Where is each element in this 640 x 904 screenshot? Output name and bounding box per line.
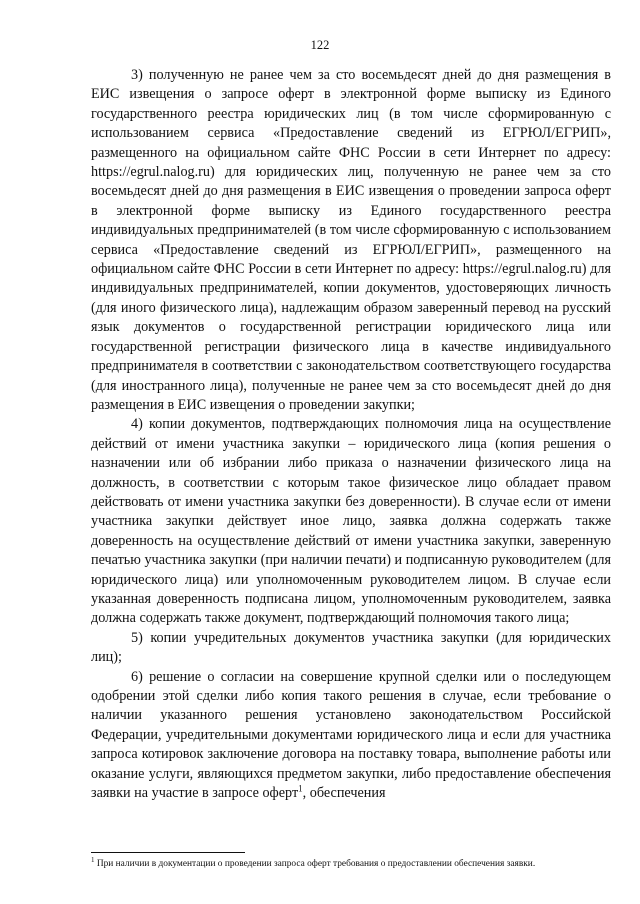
- paragraph-item-6: [91, 668, 611, 804]
- footnote-mark: 1: [91, 855, 95, 864]
- footnote: [91, 855, 621, 870]
- paragraph-item-5: 5) копии учредительных документов участника закупки (для юридических лиц);: [91, 629, 611, 666]
- footnote-text: При наличии в документации о проведении запроса оферт требования о предоставлении обеспечения заявки.: [94, 859, 536, 869]
- page-number: 122: [310, 38, 330, 52]
- paragraph-item-6-text: 6) решение о согласии на совершение крупной сделки или о последующем одобрении этой сделки либо копия такого решения в случае, если требование о наличии указанного решения установлено законодательством Российской Федерации, учредительными документами юридического лица и если для участника запроса котировок заключение договора на поставку товара, выполнение работы или оказание услуги, являющихся предметом закупки, либо предоставление обеспечения заявки на участие в запросе оферт: [91, 668, 611, 802]
- footnote-separator: [91, 852, 245, 853]
- document-body: [91, 66, 611, 803]
- paragraph-item-4: 4) копии документов, подтверждающих полномочия лица на осуществление действий от имени участника закупки – юридического лица (копия решения о назначении или об избрании либо приказа о назначении физического лица на должность, в соответствии с которым такое физическое лицо обладает правом действовать от имени участника закупки без доверенности). В случае если от имени участника закупки действует иное лицо, заявка должна содержать также доверенность на осуществление действий от имени участника закупки, заверенную печатью участника закупки (при наличии печати) и подписанную руководителем (для юридического лица) или уполномоченным руководителем лицом. В случае если указанная доверенность подписана лицом, уполномоченным руководителем, заявка должна содержать также документ, подтверждающий полномочия такого лица;: [91, 416, 611, 627]
- paragraph-item-6-tail: , обеспечения: [302, 785, 386, 802]
- footnote-reference[interactable]: 1: [298, 783, 303, 794]
- paragraph-item-3: 3) полученную не ранее чем за сто восемьдесят дней до дня размещения в ЕИС извещения о запросе оферт в электронной форме выписку из Единого государственного реестра юридических лиц (в том числе сформированную с использованием сервиса «Предоставление сведений из ЕГРЮЛ/ЕГРИП», размещенного на официальном сайте ФНС России в сети Интернет по адресу: https://egrul.nalog.ru) для юридических лиц, полученную не ранее чем за сто восемьдесят дней до дня размещения в ЕИС извещения о проведении запроса оферт в электронной форме выписку из Единого государственного реестра индивидуальных предпринимателей (в том числе сформированную с использованием сервиса «Предоставление сведений из ЕГРЮЛ/ЕГРИП», размещенного на официальном сайте ФНС России в сети Интернет по адресу: https://egrul.nalog.ru) для индивидуальных предпринимателей, копии документов, удостоверяющих личность (для иного физического лица), надлежащим образом заверенный перевод на русский язык документов о государственной регистрации юридического лица или государственной регистрации физического лица в качестве индивидуального предпринимателя в соответствии с законодательством соответствующего государства (для иностранного лица), полученные не ранее чем за сто восемьдесят дней до дня размещения в ЕИС извещения о проведении закупки;: [91, 67, 611, 413]
